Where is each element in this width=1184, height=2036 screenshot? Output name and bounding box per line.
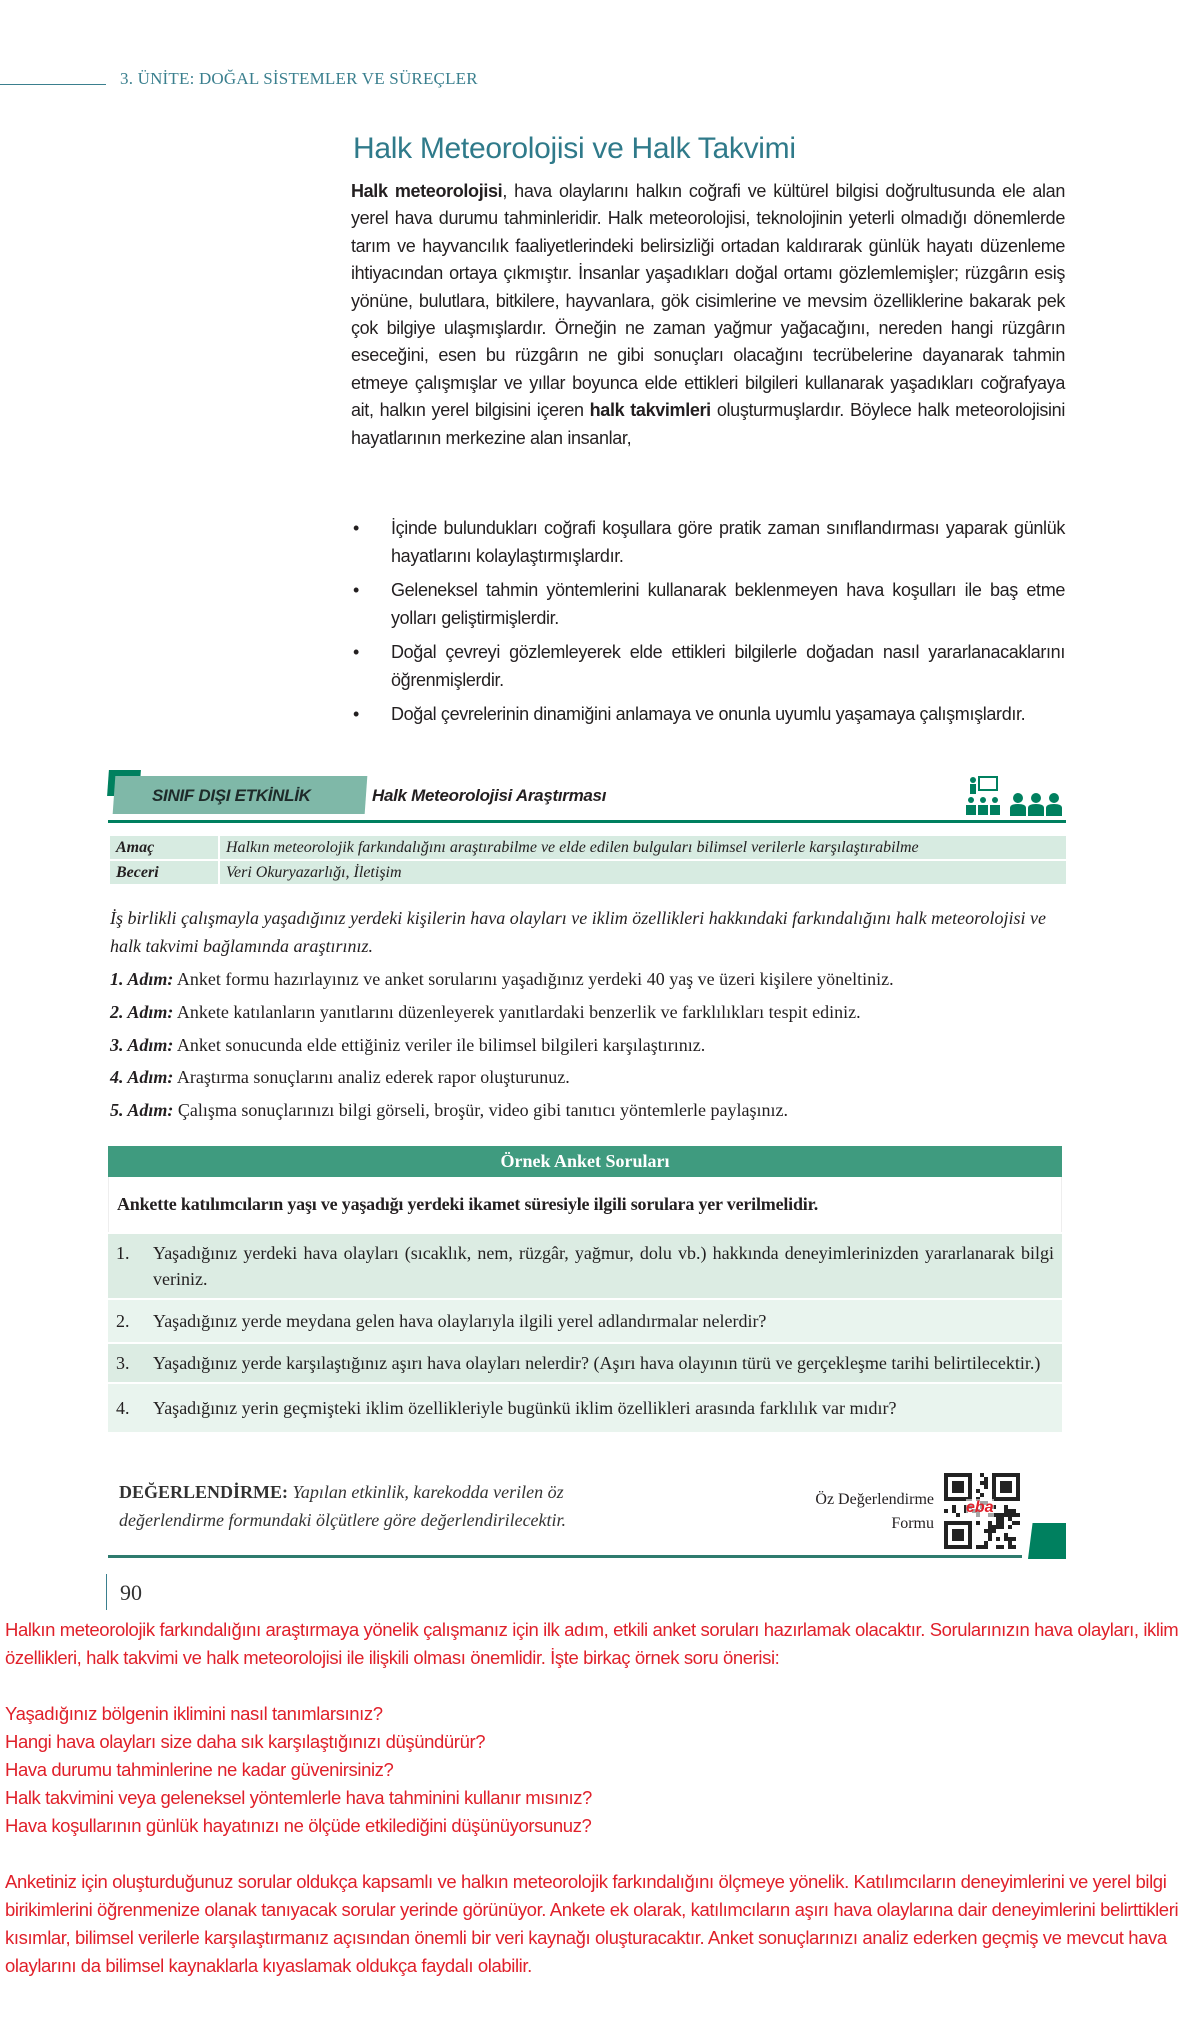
- bullet-item: [351, 576, 1065, 632]
- activity-icons: [965, 776, 1063, 816]
- step-item: [110, 1002, 894, 1035]
- corner-marker: [1028, 1523, 1066, 1559]
- question-number: 1.: [116, 1243, 130, 1263]
- answer-text: [5, 1616, 1180, 1980]
- body-paragraph: [351, 178, 1065, 452]
- header-rule: [0, 84, 106, 85]
- qr-code-icon[interactable]: [944, 1473, 1020, 1549]
- step-text: Ankete katılanların yanıtlarını düzenleyerek yanıtlardaki benzerlik ve farklılıkları tespit ediniz.: [173, 1001, 861, 1022]
- group-icon: [1009, 776, 1063, 816]
- step-label: 4. Adım:: [110, 1067, 174, 1088]
- answer-question: Yaşadığınız bölgenin iklimini nasıl tanımlarsınız?: [5, 1703, 383, 1724]
- step-item: [110, 1035, 894, 1068]
- question-text: Yaşadığınız yerde karşılaştığınız aşırı hava olayları nelerdir? (Aşırı hava olayının türü ve gerçekleşme tarihi belirtilecektir.): [153, 1353, 1041, 1373]
- body-text-2: oluşturmuşlardır. Böylece halk meteorolojisini hayatlarının merkezine alan insanlar,: [351, 400, 1065, 448]
- step-item: [110, 1067, 894, 1100]
- term-halk-takvimleri: halk takvimleri: [589, 400, 711, 421]
- answer-question: Hangi hava olayları size daha sık karşılaştığınızı düşündürür?: [5, 1731, 486, 1752]
- step-item: [110, 969, 894, 1002]
- evaluation-rule: [108, 1555, 1022, 1558]
- beceri-label: Beceri: [110, 861, 220, 884]
- survey-subheader: Ankette katılımcıların yaşı ve yaşadığı yerdeki ikamet süresiyle ilgili sorulara yer verilmelidir.: [108, 1177, 1062, 1232]
- qr-caption: [760, 1488, 934, 1536]
- question-text: Yaşadığınız yerin geçmişteki iklim özellikleriyle bugünkü iklim özellikleri arasında farklılık var mıdır?: [153, 1398, 897, 1418]
- bullet-dot: •: [353, 518, 359, 538]
- step-text: Araştırma sonuçlarını analiz ederek rapor oluşturunuz.: [173, 1067, 570, 1088]
- answer-conclusion: Anketiniz için oluşturduğunuz sorular oldukça kapsamlı ve halkın meteorolojik farkındalığını ölçmeye yönelik. Katılımcıların deneyimlerini ve yerel bilgi birikimlerini öğrenmenize olanak tanıyacak sorular yerinde görünüyor. Ankete ek olarak, katılımcıların aşırı hava olaylarına dair deneyimlerini belirttikleri kısımlar, bilimsel verilerle karşılaştırmanız açısından önemli bir veri kaynağı oluşturacaktır. Anket sonuçlarınızı analiz ederken geçmiş ve mevcut hava olaylarını da bilimsel kaynaklarla kıyaslamak oldukça faydalı olabilir.: [5, 1871, 1179, 1976]
- bullet-text: Doğal çevreyi gözlemleyerek elde ettikleri bilgilerle doğadan nasıl yararlanacaklarını öğrenmişlerdir.: [391, 642, 1065, 690]
- bullet-item: [351, 638, 1065, 694]
- answer-intro: Halkın meteorolojik farkındalığını araştırmaya yönelik çalışmanız için ilk adım, etkili anket soruları hazırlamak olacaktır. Sorularınızın hava olayları, iklim özellikleri, halk takvimi ve halk meteorolojisi ile ilişkili olması önemlidir. İşte birkaç örnek soru önerisi:: [5, 1619, 1179, 1668]
- step-text: Anket sonucunda elde ettiğiniz veriler ile bilimsel bilgileri karşılaştırınız.: [173, 1034, 706, 1055]
- step-label: 1. Adım:: [110, 969, 174, 989]
- survey-question: [108, 1382, 1062, 1432]
- section-title: Halk Meteorolojisi ve Halk Takvimi: [353, 132, 796, 165]
- steps-list: [110, 969, 894, 1133]
- qr-caption-line2: Formu: [891, 1515, 934, 1532]
- survey-question: [108, 1232, 1062, 1298]
- evaluation-note: [119, 1478, 659, 1534]
- term-halk-meteorolojisi: Halk meteorolojisi: [351, 181, 503, 201]
- step-label: 5. Adım:: [110, 1100, 174, 1121]
- blank-line: [5, 1672, 1180, 1700]
- body-text-1: , hava olaylarını halkın coğrafi ve kültürel bilgisi doğrultusunda ele alan yerel hava durumu tahminleridir. Halk meteorolojisi, teknolojinin yeterli olmadığı dönemlerde tarım ve hayvancılık faaliyetlerindeki belirsizliği ortadan kaldırarak günlük hayatı düzenleme ihtiyacından ortaya çıkmıştır. İnsanlar yaşadıkları doğal ortamı gözlemlemişler; rüzgârın esiş yönüne, bulutlara, bitkilere, hayvanlara, gök cisimlerine ve mevsim özelliklerine bakarak pek çok bilgiye ulaşmışlardır. Örneğin ne zaman yağmur yağacağını, nereden hangi rüzgârın eseceğini, esen bu rüzgârın ne gibi sonuçları olacağını tecrübelerine dayanarak tahmin etmeye çalışmışlar ve yıllar boyunca elde ettikleri bilgileri kullanarak yaşadıkları coğrafyaya ait, halkın yerel bilgisini içeren: [351, 181, 1065, 421]
- survey-header: Örnek Anket Soruları: [108, 1146, 1062, 1177]
- activity-label: SINIF DIŞI ETKİNLİK: [152, 786, 311, 805]
- activity-intro: İş birlikli çalışmayla yaşadığınız yerdeki kişilerin hava olayları ve iklim özellikleri hakkındaki farkındalığını halk meteorolojisi ve halk takvimi bağlamında araştırınız.: [110, 908, 1046, 956]
- bullet-item: [351, 700, 1065, 728]
- bullet-item: [351, 514, 1065, 570]
- answer-question: Halk takvimini veya geleneksel yöntemlerle hava tahminini kullanır mısınız?: [5, 1787, 592, 1808]
- blank-line: [5, 1840, 1180, 1868]
- beceri-value: Veri Okuryazarlığı, İletişim: [220, 861, 1066, 884]
- amac-label: Amaç: [110, 836, 220, 859]
- bullet-text: Geleneksel tahmin yöntemlerini kullanarak beklenmeyen hava koşulları ile baş etme yolları geliştirmişlerdir.: [391, 580, 1065, 628]
- activity-title: Halk Meteorolojisi Araştırması: [372, 786, 607, 805]
- page-number: 90: [120, 1580, 142, 1605]
- table-row: [110, 836, 1066, 859]
- qr-caption-line1: Öz Değerlendirme: [815, 1491, 934, 1508]
- step-item: [110, 1100, 894, 1133]
- activity-rule: [108, 820, 1066, 823]
- evaluation-label: DEĞERLENDİRME:: [119, 1482, 289, 1502]
- step-label: 3. Adım:: [110, 1034, 174, 1055]
- bullet-list: [351, 514, 1065, 734]
- survey-table: [108, 1146, 1062, 1432]
- step-text: Anket formu hazırlayınız ve anket sorularını yaşadığınız yerdeki 40 yaş ve üzeri kişilere yöneltiniz.: [173, 969, 894, 989]
- bullet-text: İçinde bulundukları coğrafi koşullara göre pratik zaman sınıflandırması yaparak günlük hayatlarını kolaylaştırmışlardır.: [391, 518, 1065, 566]
- bullet-text: Doğal çevrelerinin dinamiğini anlamaya ve onunla uyumlu yaşamaya çalışmışlardır.: [391, 704, 1026, 724]
- eba-logo: eba: [966, 1499, 994, 1516]
- bullet-dot: •: [353, 704, 359, 724]
- question-text: Yaşadığınız yerde meydana gelen hava olaylarıyla ilgili yerel adlandırmalar nelerdir?: [153, 1311, 767, 1331]
- unit-header: 3. ÜNİTE: DOĞAL SİSTEMLER VE SÜREÇLER: [120, 69, 478, 88]
- question-text: Yaşadığınız yerdeki hava olayları (sıcaklık, nem, rüzgâr, yağmur, dolu vb.) hakkında deneyimlerinizden yararlanarak bilgi veriniz.: [153, 1243, 1054, 1289]
- page-number-rule: [106, 1574, 107, 1610]
- survey-question: [108, 1342, 1062, 1382]
- answer-question: Hava koşullarının günlük hayatınızı ne ölçüde etkilediğini düşünüyorsunuz?: [5, 1815, 592, 1836]
- step-text: Çalışma sonuçlarınızı bilgi görseli, broşür, video gibi tanıtıcı yöntemlerle paylaşınız.: [173, 1100, 788, 1121]
- presentation-group-icon: [965, 776, 1001, 816]
- survey-question: [108, 1298, 1062, 1342]
- question-number: 4.: [116, 1398, 130, 1418]
- table-row: [110, 861, 1066, 884]
- survey-rows: [108, 1232, 1062, 1432]
- step-label: 2. Adım:: [110, 1001, 174, 1022]
- evaluation-text: Yapılan etkinlik, karekodda verilen öz değerlendirme formundaki ölçütlere göre değerlendirilecektir.: [119, 1482, 567, 1530]
- bullet-dot: •: [353, 642, 359, 662]
- goal-skill-table: [110, 834, 1066, 886]
- amac-value: Halkın meteorolojik farkındalığını araştırabilme ve elde edilen bulguları bilimsel verilerle karşılaştırabilme: [220, 836, 1066, 859]
- question-number: 2.: [116, 1311, 130, 1331]
- question-number: 3.: [116, 1353, 130, 1373]
- bullet-dot: •: [353, 580, 359, 600]
- answer-question: Hava durumu tahminlerine ne kadar güvenirsiniz?: [5, 1759, 394, 1780]
